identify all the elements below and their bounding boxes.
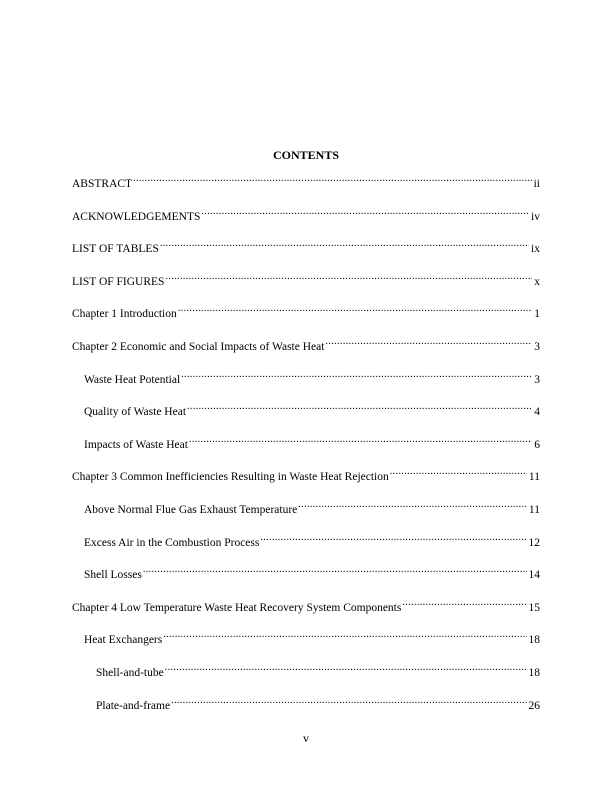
dot-leader bbox=[325, 336, 532, 350]
toc-entry bbox=[72, 695, 540, 728]
toc-entry bbox=[72, 499, 540, 532]
toc-entry bbox=[72, 206, 540, 239]
toc-entry bbox=[72, 173, 540, 206]
toc-entry bbox=[72, 564, 540, 597]
toc-entry-title: Chapter 3 Common Inefficiencies Resulting in Waste Heat Rejection bbox=[72, 471, 389, 484]
toc-entry-title: Chapter 1 Introduction bbox=[72, 308, 177, 321]
toc-entry bbox=[72, 303, 540, 336]
dot-leader bbox=[260, 532, 526, 546]
toc-entry-page: 26 bbox=[528, 699, 540, 712]
table-of-contents bbox=[72, 173, 540, 727]
dot-leader bbox=[133, 173, 532, 187]
toc-entry bbox=[72, 401, 540, 434]
toc-entry-title: LIST OF FIGURES bbox=[72, 275, 165, 288]
toc-entry bbox=[72, 662, 540, 695]
toc-entry-title: ACKNOWLEDGEMENTS bbox=[72, 210, 201, 223]
toc-entry-page: ix bbox=[531, 243, 540, 256]
dot-leader bbox=[143, 564, 527, 578]
dot-leader bbox=[189, 434, 532, 448]
dot-leader bbox=[163, 629, 526, 643]
toc-entry-title: Waste Heat Potential bbox=[84, 373, 181, 386]
toc-entry-page: 4 bbox=[534, 406, 540, 419]
toc-entry-page: iv bbox=[531, 210, 540, 223]
dot-leader bbox=[165, 662, 527, 676]
toc-entry-title: ABSTRACT bbox=[72, 178, 133, 190]
toc-entry-title: LIST OF TABLES bbox=[72, 243, 159, 256]
page-title: CONTENTS bbox=[272, 148, 340, 162]
toc-entry bbox=[72, 466, 540, 499]
toc-entry-title: Plate-and-frame bbox=[96, 699, 171, 712]
toc-entry-title: Impacts of Waste Heat bbox=[84, 438, 188, 451]
toc-entry-page: 11 bbox=[528, 471, 540, 484]
toc-entry bbox=[72, 629, 540, 662]
toc-entry bbox=[72, 434, 540, 467]
toc-entry-page: 3 bbox=[534, 373, 540, 386]
toc-entry-page: 6 bbox=[534, 438, 540, 451]
toc-entry-page: 12 bbox=[528, 536, 540, 549]
dot-leader bbox=[171, 695, 526, 709]
dot-leader bbox=[178, 303, 532, 317]
toc-entry bbox=[72, 532, 540, 565]
toc-entry-page: 18 bbox=[528, 666, 540, 679]
toc-entry bbox=[72, 336, 540, 369]
toc-entry-title: Shell Losses bbox=[84, 569, 142, 582]
dot-leader bbox=[390, 466, 527, 480]
toc-entry bbox=[72, 369, 540, 402]
toc-entry bbox=[72, 238, 540, 271]
toc-entry-title: Shell-and-tube bbox=[96, 666, 164, 679]
page-number: v bbox=[303, 731, 309, 745]
toc-entry-page: 14 bbox=[528, 569, 540, 582]
toc-entry-title: Quality of Waste Heat bbox=[84, 406, 187, 419]
dot-leader bbox=[187, 401, 532, 415]
toc-entry bbox=[72, 597, 540, 630]
dot-leader bbox=[165, 271, 532, 285]
toc-entry-page: ii bbox=[533, 178, 540, 190]
toc-entry-page: x bbox=[534, 275, 540, 288]
toc-entry-page: 3 bbox=[534, 340, 540, 353]
dot-leader bbox=[201, 206, 529, 220]
toc-entry-page: 11 bbox=[528, 503, 540, 516]
dot-leader bbox=[402, 597, 526, 611]
toc-entry-title: Chapter 2 Economic and Social Impacts of Waste Heat bbox=[72, 340, 325, 353]
dot-leader bbox=[181, 369, 532, 383]
toc-entry bbox=[72, 271, 540, 304]
toc-entry-title: Chapter 4 Low Temperature Waste Heat Recovery System Components bbox=[72, 601, 402, 614]
dot-leader bbox=[160, 238, 529, 252]
dot-leader bbox=[298, 499, 527, 513]
toc-entry-page: 1 bbox=[534, 308, 540, 321]
toc-entry-title: Excess Air in the Combustion Process bbox=[84, 536, 260, 549]
toc-entry-page: 15 bbox=[528, 601, 540, 614]
toc-entry-page: 18 bbox=[528, 634, 540, 647]
toc-entry-title: Heat Exchangers bbox=[84, 634, 163, 647]
toc-entry-title: Above Normal Flue Gas Exhaust Temperature bbox=[84, 503, 298, 516]
